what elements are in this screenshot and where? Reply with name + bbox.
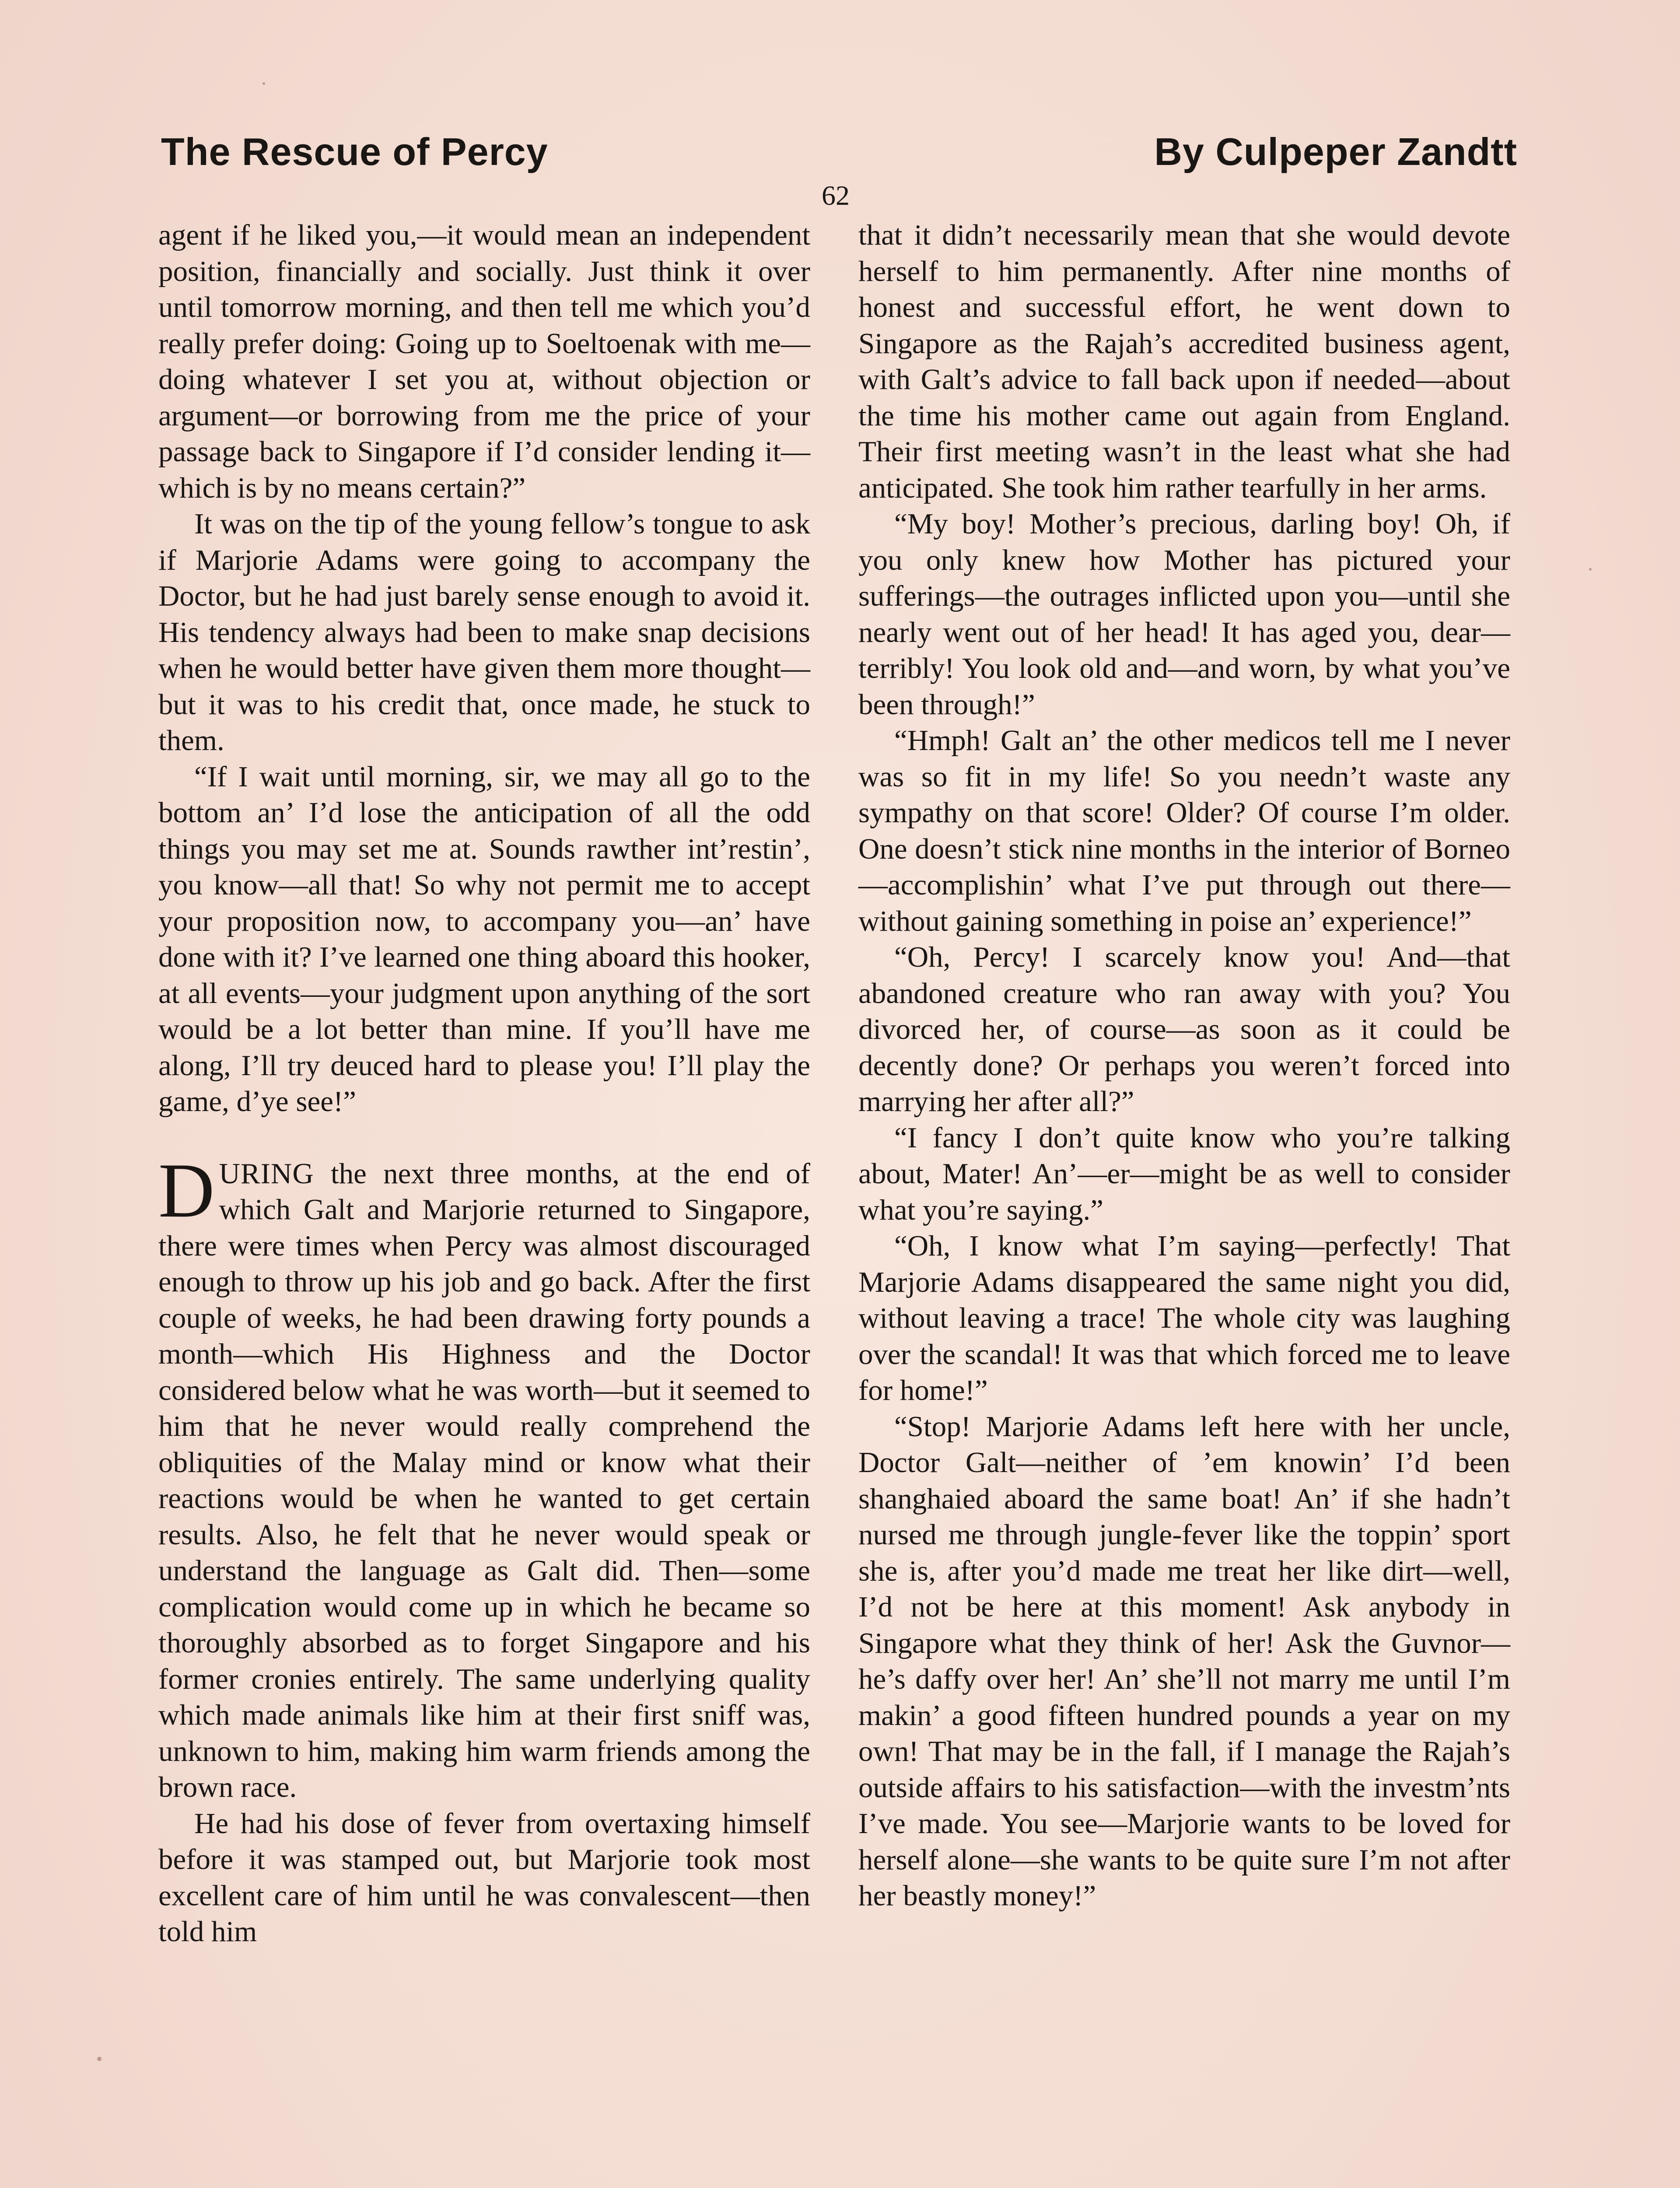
paragraph: agent if he liked you,—it would mean an independent position, financially and socially. Just think it over until tomorrow morning, and then tell me which you’d really prefer doing: Going up to Soeltoenak with me—doing whatever I set you at, without objection or argument—or borrowing from me the price of your passage back to Singapore if I’d consider lending it—which is by no means certain?” [158,219,810,504]
drop-cap: D [158,1147,215,1234]
left-text-column [158,217,810,1950]
paragraph: “Oh, Percy! I scarcely know you! And—that abandoned creature who ran away with you? You divorced her, of course—as soon as it could be decently done? Or perhaps you weren’t forced into marrying her after all?” [858,941,1510,1118]
ink-speck [97,2057,102,2061]
paragraph: It was on the tip of the young fellow’s tongue to ask if Marjorie Adams were going to accompany the Doctor, but he had just barely sense enough to avoid it. His tendency always had been to make snap decisions when he would better have given them more thought—but it was to his credit that, once made, he stuck to them. [158,508,810,757]
section-paragraph [158,1147,810,1806]
small-caps-lead: URING [219,1157,314,1190]
paragraph: “Stop! Marjorie Adams left here with her uncle, Doctor Galt—neither of ’em knowin’ I’d been shanghaied aboard the same boat! An’ if she hadn’t nursed me through jungle-fever like the toppin’ sport she is, after you’d made me treat her like dirt—well, I’d not be here at this moment! Ask anybody in Singapore what they think of her! Ask the Guvnor—he’s daffy over her! An’ she’ll not marry me until I’m makin’ a good fifteen hundred pounds a year on my own! That may be in the fall, if I manage the Rajah’s outside affairs to his satisfaction—with the investm’nts I’ve made. You see—Marjorie wants to be loved for herself alone—she wants to be quite sure I’m not after her beastly money!” [858,1410,1510,1912]
story-author: By Culpeper Zandtt [1154,130,1517,173]
paragraph: “Hmph! Galt an’ the other medicos tell me I never was so fit in my life! So you needn’t waste any sympathy on that score! Older? Of course I’m older. One doesn’t stick nine months in the interior of Borneo—accomplishin’ what I’ve put through out there—without gaining something in poise an’ experience!” [858,724,1510,937]
paragraph: that it didn’t necessarily mean that she would devote herself to him permanently. After nine months of honest and successful effort, he went down to Singapore as the Rajah’s accredited business agent, with Galt’s advice to fall back upon if needed—about the time his mother came out again from England. Their first meeting wasn’t in the least what she had anticipated. She took him rather tearfully in her arms. [858,219,1510,504]
page-number: 62 [822,180,850,211]
ink-speck [262,82,265,85]
paragraph: “I fancy I don’t quite know who you’re talking about, Mater! An’—er—might be as well to consider what you’re saying.” [858,1121,1510,1226]
paragraph: “Oh, I know what I’m saying—perfectly! That Marjorie Adams disappeared the same night you did, without leaving a trace! The whole city was laughing over the scandal! It was that which forced me to leave for home!” [858,1230,1510,1406]
paragraph: He had his dose of fever from overtaxing himself before it was stamped out, but Marjorie took most excellent care of him until he was convalescent—then told him [158,1807,810,1948]
right-text-column [858,217,1510,1914]
paragraph-text: the next three months, at the end of which Galt and Marjorie returned to Singapore, there were times when Percy was almost discouraged enough to throw up his job and go back. After the first couple of weeks, he had been drawing forty pounds a month—which His Highness and the Doctor considered below what he was worth—but it seemed to him that he never would really comprehend the obliquities of the Malay mind or know what their reactions would be when he wanted to get certain results. Also, he felt that he never would speak or understand the language as Galt did. Then—some complication would come up in which he became so thoroughly absorbed as to forget Singapore and his former cronies entirely. The same underlying quality which made animals like him at their first sniff was, unknown to him, making him warm friends among the brown race. [158,1157,810,1803]
ink-speck [1589,568,1592,571]
story-title: The Rescue of Percy [161,130,548,173]
paragraph: “My boy! Mother’s precious, darling boy! Oh, if you only knew how Mother has pictured your sufferings—the outrages inflicted upon you—until she nearly went out of her head! It has aged you, dear—terribly! You look old and—and worn, by what you’ve been through!” [858,508,1510,721]
paragraph: “If I wait until morning, sir, we may all go to the bottom an’ I’d lose the anticipation of all the odd things you may set me at. Sounds rawther int’restin’, you know—all that! So why not permit me to accept your proposition now, to accompany you—an’ have done with it? I’ve learned one thing aboard this hooker, at all events—your judgment upon anything of the sort would be a lot better than mine. If you’ll have me along, I’ll try deuced hard to please you! I’ll play the game, d’ye see!” [158,760,810,1118]
